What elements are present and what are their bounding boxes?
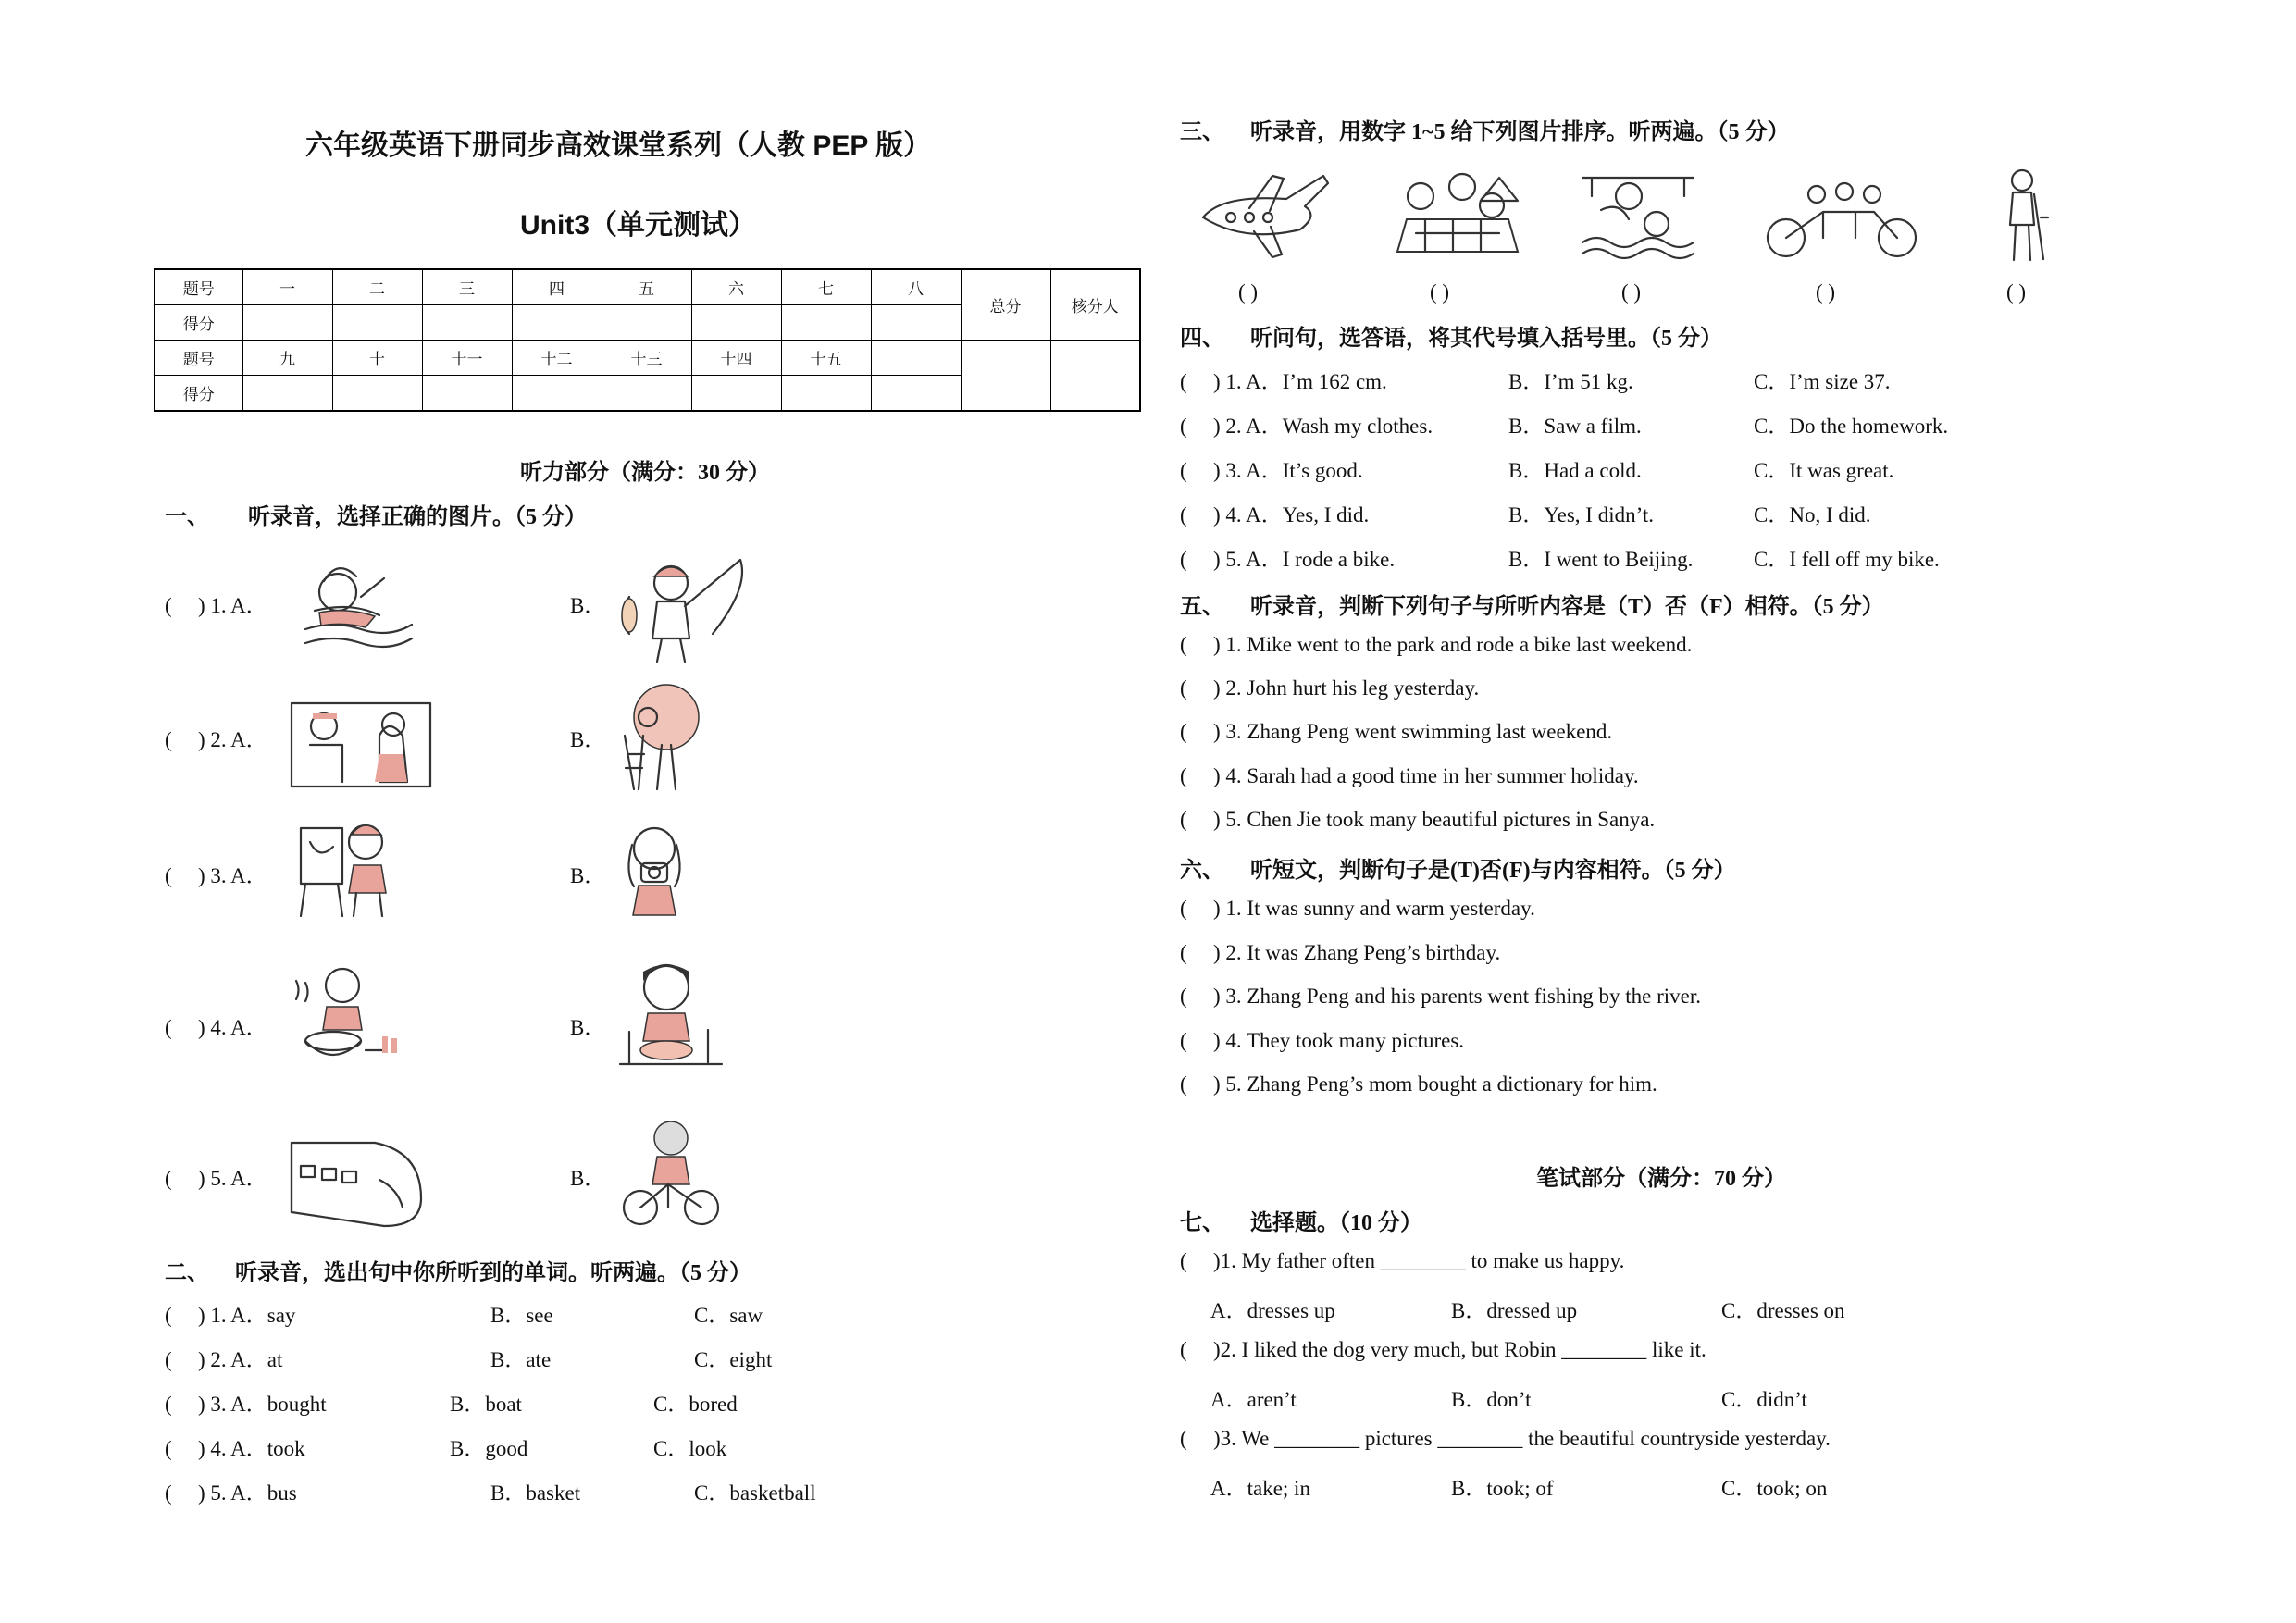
option-a: A．take; in	[1210, 1477, 1310, 1500]
option-b-label: B．	[570, 728, 606, 751]
score-header-cell: 八	[871, 269, 961, 305]
true-false-item	[1180, 676, 1479, 700]
section-number: 六、	[1180, 859, 1224, 883]
section-2-heading	[165, 1254, 751, 1286]
option-c: C．bored	[653, 1393, 738, 1416]
score-cell	[422, 376, 512, 412]
score-cell	[781, 305, 871, 341]
question-text: ) 3. A．bought	[198, 1393, 327, 1416]
question-text: ) 2. A．Wash my clothes.	[1213, 415, 1433, 438]
option-c: C．I fell off my bike.	[1754, 548, 1940, 571]
question-text: ) 3. A．It’s good.	[1213, 459, 1363, 482]
checker-label: 核分人	[1050, 269, 1140, 341]
mcq-question	[1180, 1338, 1706, 1362]
score-cell	[242, 305, 332, 341]
option-b: B．took; of	[1451, 1477, 1554, 1500]
written-section-header: 笔试部分（满分：70 分）	[1536, 1167, 1786, 1191]
question-row	[1180, 498, 1369, 528]
answer-paren: (	[1180, 633, 1187, 656]
question-text: ) 1. A．I’m 162 cm.	[1213, 370, 1387, 393]
option-b: B．ate	[490, 1348, 552, 1371]
order-blank-1[interactable]: ( )	[1238, 280, 1259, 304]
option-b: B．Yes, I didn’t.	[1508, 503, 1654, 527]
section-title: 听录音，用数字 1~5 给下列图片排序。听两遍。（5 分）	[1250, 120, 1790, 144]
score-cell	[871, 341, 961, 376]
order-blank-5[interactable]: ( )	[2006, 280, 2027, 304]
score-label: 得分	[155, 376, 242, 412]
score-header-cell: 一	[242, 269, 332, 305]
section-number: 四、	[1180, 327, 1224, 351]
answer-paren: (	[165, 1437, 172, 1460]
question-row	[165, 723, 267, 753]
option-b: B．I went to Beijing.	[1508, 548, 1694, 571]
swimming-girl-illustration	[287, 555, 416, 657]
score-header-cell: 三	[422, 269, 512, 305]
option-c: C．eight	[694, 1348, 773, 1371]
question-text: ) 4. A．took	[198, 1437, 305, 1460]
section-number: 三、	[1180, 120, 1224, 144]
question-row	[1180, 365, 1387, 395]
score-cell	[871, 376, 961, 412]
score-cell	[332, 376, 422, 412]
question-row	[165, 1343, 282, 1373]
listening-section-header: 听力部分（满分：30 分）	[520, 461, 770, 485]
section-title: 听录音，选择正确的图片。（5 分）	[248, 505, 587, 529]
tree-climbing-illustration	[611, 680, 717, 791]
answer-paren: (	[1180, 370, 1187, 393]
true-false-item	[1180, 941, 1500, 965]
question-label: ) 2. A．	[198, 728, 267, 751]
score-header-cell: 十一	[422, 341, 512, 376]
painting-boy-illustration	[296, 814, 398, 921]
question-text: )2. I liked the dog very much, but Robin ________ like it.	[1213, 1338, 1706, 1361]
score-header-cell: 六	[691, 269, 781, 305]
question-label: ) 3. A．	[198, 864, 267, 887]
score-header-cell: 十四	[691, 341, 781, 376]
statement-text: ) 5. Chen Jie took many beautiful pictures in Sanya.	[1213, 808, 1656, 831]
answer-paren: (	[165, 1481, 172, 1505]
true-false-item	[1180, 897, 1535, 921]
section-7-heading	[1180, 1204, 1422, 1236]
boy-with-crutch-illustration	[1990, 167, 2054, 264]
question-row	[165, 859, 267, 889]
section-number: 二、	[165, 1261, 209, 1285]
option-b: B．Had a cold.	[1508, 459, 1642, 482]
option-b: B．Saw a film.	[1508, 415, 1642, 438]
option-b-label: B．	[570, 1167, 606, 1190]
question-row	[165, 1298, 295, 1329]
answer-paren: (	[165, 1304, 172, 1327]
cycling-boy-illustration	[620, 1115, 722, 1231]
section-title: 听问句，选答语，将其代号填入括号里。（5 分）	[1250, 327, 1722, 351]
total-score-cell	[961, 341, 1050, 412]
true-false-item	[1180, 1029, 1464, 1053]
order-blank-4[interactable]: ( )	[1816, 280, 1836, 304]
total-score-label: 总分	[961, 269, 1050, 341]
true-false-item	[1180, 808, 1655, 832]
score-header-cell: 四	[512, 269, 602, 305]
option-b: B．don’t	[1451, 1388, 1532, 1411]
score-cell	[871, 305, 961, 341]
answer-paren: (	[165, 1167, 172, 1190]
option-c: C．dresses on	[1721, 1299, 1845, 1322]
question-row	[165, 1431, 305, 1462]
mcq-question	[1180, 1249, 1624, 1273]
score-cell	[781, 376, 871, 412]
score-header-cell: 十二	[512, 341, 602, 376]
statement-text: ) 4. They took many pictures.	[1213, 1029, 1465, 1052]
answer-paren: (	[1180, 459, 1187, 482]
answer-paren: (	[1180, 1249, 1187, 1272]
page-subtitle: Unit3（单元测试）	[520, 210, 756, 241]
score-header-cell: 七	[781, 269, 871, 305]
question-label: ) 4. A．	[198, 1016, 267, 1039]
option-b: B．see	[490, 1304, 553, 1327]
high-speed-train-illustration	[287, 1124, 426, 1231]
question-row	[1180, 453, 1363, 484]
section-1-heading	[165, 498, 587, 530]
question-label: ) 1. A．	[198, 594, 267, 617]
score-table	[154, 268, 1141, 412]
checker-cell	[1050, 341, 1140, 412]
barber-illustration	[287, 699, 435, 791]
answer-paren: (	[1180, 1427, 1187, 1450]
question-text: ) 5. A．bus	[198, 1481, 297, 1505]
option-b: B．good	[450, 1437, 528, 1460]
section-number: 一、	[165, 505, 209, 529]
score-cell	[332, 305, 422, 341]
score-header-cell: 九	[242, 341, 332, 376]
score-label: 得分	[155, 305, 242, 341]
score-cell	[242, 376, 332, 412]
camera-girl-illustration	[615, 819, 694, 921]
answer-paren: (	[1180, 808, 1187, 831]
statement-text: ) 1. Mike went to the park and rode a bike last weekend.	[1213, 633, 1693, 656]
option-c: C．basketball	[694, 1481, 816, 1505]
question-row	[165, 588, 267, 619]
answer-paren: (	[165, 1348, 172, 1371]
statement-text: ) 2. It was Zhang Peng’s birthday.	[1213, 941, 1501, 964]
section-number: 七、	[1180, 1211, 1224, 1235]
question-text: )3. We ________ pictures ________ the beautiful countryside yesterday.	[1213, 1427, 1831, 1450]
option-c: C．didn’t	[1721, 1388, 1807, 1411]
answer-paren: (	[1180, 941, 1187, 964]
statement-text: ) 2. John hurt his leg yesterday.	[1213, 676, 1480, 700]
true-false-item	[1180, 720, 1612, 744]
question-row	[165, 1387, 327, 1418]
score-header-cell: 十五	[781, 341, 871, 376]
section-6-heading	[1180, 851, 1736, 884]
score-cell	[512, 305, 602, 341]
order-blank-3[interactable]: ( )	[1621, 280, 1642, 304]
answer-paren: (	[165, 1016, 172, 1039]
option-a: A．dresses up	[1210, 1299, 1335, 1322]
section-title: 听录音，选出句中你所听到的单词。听两遍。（5 分）	[235, 1261, 751, 1285]
score-header-cell: 十三	[602, 341, 691, 376]
picnic-family-illustration	[1388, 168, 1527, 261]
option-c: C．I’m size 37.	[1754, 370, 1891, 393]
option-b-label: B．	[570, 864, 606, 887]
answer-paren: (	[1180, 1072, 1187, 1096]
order-blank-2[interactable]: ( )	[1430, 280, 1450, 304]
answer-paren: (	[1180, 415, 1187, 438]
statement-text: ) 3. Zhang Peng and his parents went fishing by the river.	[1213, 985, 1701, 1008]
true-false-item	[1180, 633, 1692, 657]
section-3-heading	[1180, 113, 1789, 145]
score-header-cell: 十	[332, 341, 422, 376]
section-title: 听录音，判断下列句子与所听内容是（T）否（F）相符。（5 分）	[1250, 595, 1884, 619]
score-cell	[691, 305, 781, 341]
section-number: 五、	[1180, 595, 1224, 619]
statement-text: ) 1. It was sunny and warm yesterday.	[1213, 897, 1535, 920]
option-b: B．basket	[490, 1481, 581, 1505]
option-c: C．No, I did.	[1754, 503, 1871, 527]
answer-paren: (	[1180, 897, 1187, 920]
question-row	[1180, 409, 1433, 440]
question-row	[165, 1476, 297, 1506]
eating-girl-illustration	[615, 958, 726, 1073]
option-c: C．saw	[694, 1304, 763, 1327]
page-title: 六年级英语下册同步高效课堂系列（人教 PEP 版）	[305, 130, 932, 161]
score-cell	[602, 376, 691, 412]
true-false-item	[1180, 764, 1639, 788]
question-row	[1180, 542, 1395, 573]
question-row	[165, 1010, 267, 1041]
statement-text: ) 5. Zhang Peng’s mom bought a dictionary for him.	[1213, 1072, 1657, 1096]
answer-paren: (	[1180, 676, 1187, 700]
score-cell	[691, 376, 781, 412]
score-cell	[512, 376, 602, 412]
answer-paren: (	[1180, 985, 1187, 1008]
cooking-girl-illustration	[282, 962, 407, 1069]
score-header-cell: 五	[602, 269, 691, 305]
score-label: 题号	[155, 269, 242, 305]
section-5-heading	[1180, 588, 1884, 620]
option-c: C．Do the homework.	[1754, 415, 1949, 438]
section-title: 选择题。（10 分）	[1250, 1211, 1422, 1235]
option-b-label: B．	[570, 1016, 606, 1039]
airplane-illustration	[1194, 167, 1337, 264]
option-a: A．aren’t	[1210, 1388, 1297, 1411]
score-cell	[602, 305, 691, 341]
answer-paren: (	[165, 864, 172, 887]
score-header-cell: 二	[332, 269, 422, 305]
question-text: ) 1. A．say	[198, 1304, 296, 1327]
option-b-label: B．	[570, 594, 606, 617]
statement-text: ) 3. Zhang Peng went swimming last weekend.	[1213, 720, 1613, 743]
answer-paren: (	[165, 594, 172, 617]
answer-paren: (	[1180, 1029, 1187, 1052]
question-label: ) 5. A．	[198, 1167, 267, 1190]
option-b: B．dressed up	[1451, 1299, 1578, 1322]
answer-paren: (	[1180, 720, 1187, 743]
true-false-item	[1180, 1072, 1657, 1096]
score-cell	[422, 305, 512, 341]
answer-paren: (	[1180, 764, 1187, 787]
question-text: ) 4. A．Yes, I did.	[1213, 503, 1370, 527]
answer-paren: (	[1180, 1338, 1187, 1361]
swimming-kids-illustration	[1573, 168, 1703, 261]
tandem-bike-illustration	[1763, 180, 1920, 259]
question-row	[165, 1161, 267, 1192]
answer-paren: (	[1180, 503, 1187, 527]
answer-paren: (	[165, 728, 172, 751]
question-text: )1. My father often ________ to make us happy.	[1213, 1249, 1625, 1272]
score-label: 题号	[155, 341, 242, 376]
true-false-item	[1180, 985, 1701, 1009]
answer-paren: (	[165, 1393, 172, 1416]
section-4-heading	[1180, 319, 1722, 352]
section-title: 听短文，判断句子是(T)否(F)与内容相符。（5 分）	[1250, 859, 1736, 883]
question-text: ) 5. A．I rode a bike.	[1213, 548, 1396, 571]
mcq-question	[1180, 1427, 1831, 1451]
option-b: B．boat	[450, 1393, 522, 1416]
statement-text: ) 4. Sarah had a good time in her summer holiday.	[1213, 764, 1639, 787]
fishing-boy-illustration	[602, 551, 754, 666]
option-c: C．It was great.	[1754, 459, 1894, 482]
option-b: B．I’m 51 kg.	[1508, 370, 1633, 393]
option-c: C．look	[653, 1437, 727, 1460]
answer-paren: (	[1180, 548, 1187, 571]
question-text: ) 2. A．at	[198, 1348, 283, 1371]
option-c: C．took; on	[1721, 1477, 1828, 1500]
